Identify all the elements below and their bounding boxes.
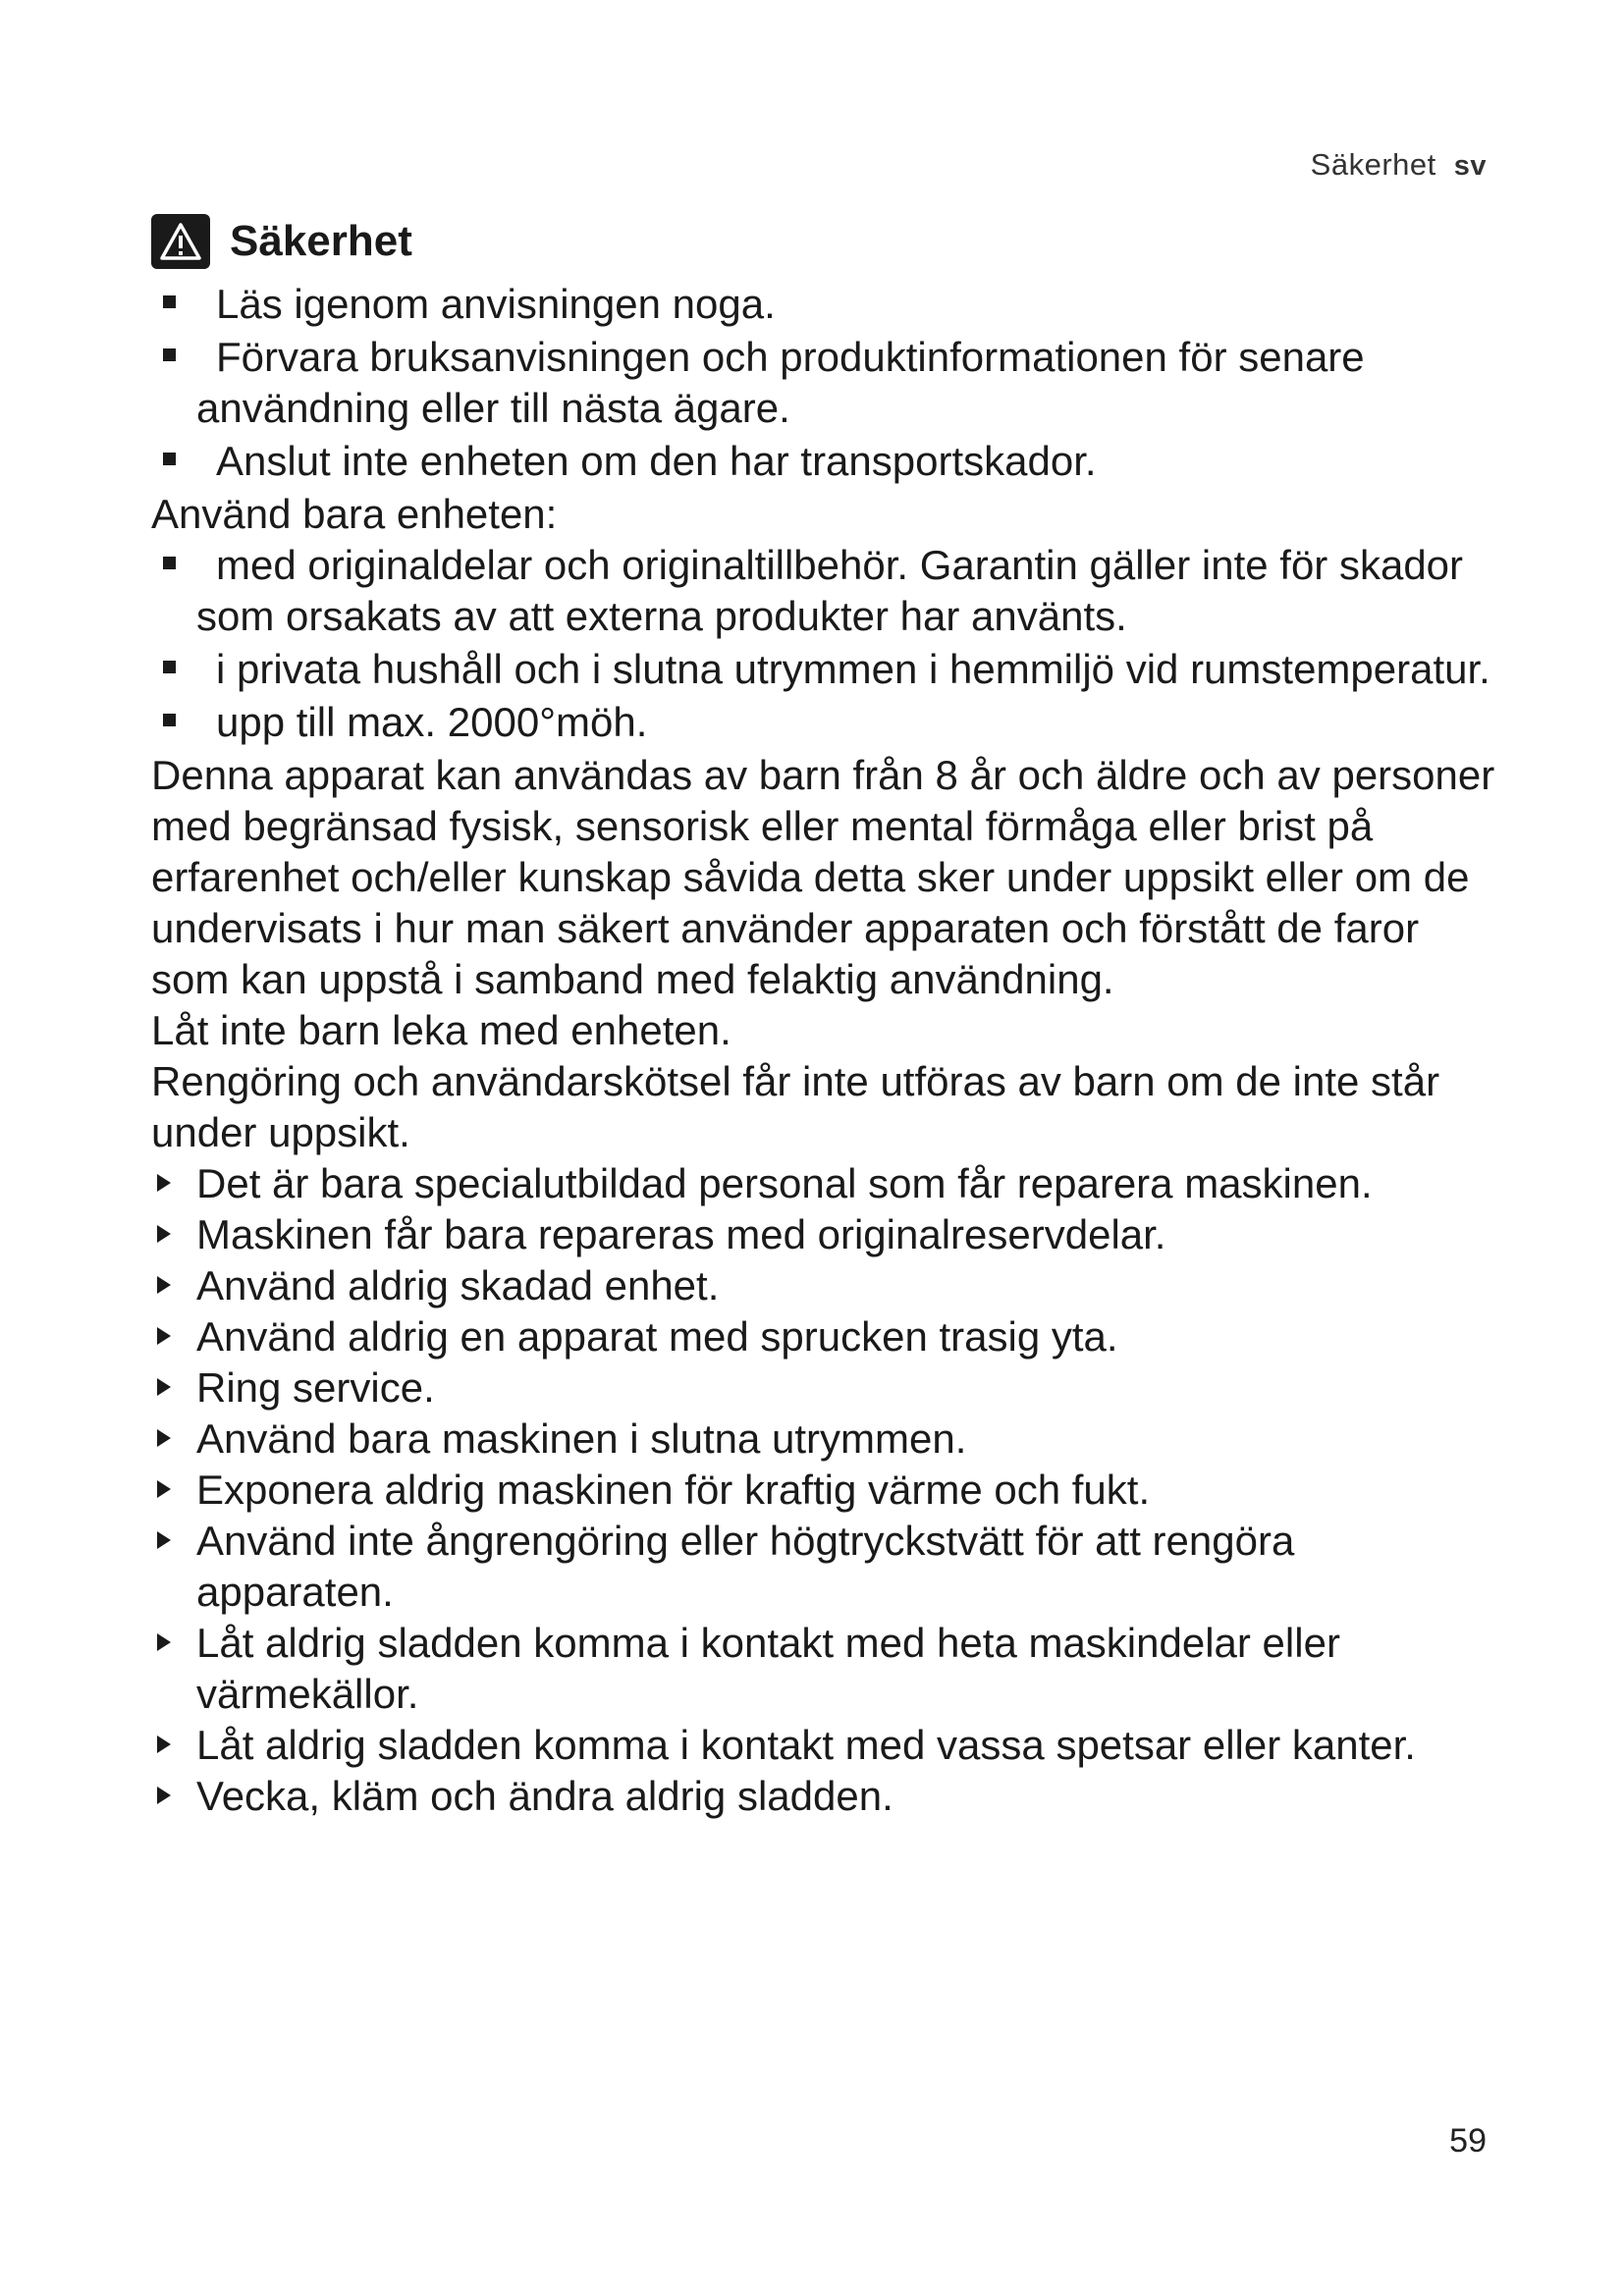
list-item-text: Förvara bruksanvisningen och produktinformationen för senare användning eller till nästa ägare.	[196, 334, 1365, 431]
list-item	[151, 697, 1496, 748]
list-item	[151, 279, 1496, 330]
running-header-section: Säkerhet	[1310, 147, 1436, 182]
instruction-item: Låt aldrig sladden komma i kontakt med heta maskindelar eller värmekällor.	[151, 1618, 1496, 1720]
intro-list	[151, 279, 1496, 487]
list-item-text: Läs igenom anvisningen noga.	[216, 281, 776, 327]
instruction-item: Ring service.	[151, 1362, 1496, 1414]
list-item	[151, 436, 1496, 487]
paragraph-play: Låt inte barn leka med enheten.	[151, 1007, 731, 1053]
instruction-item: Vecka, kläm och ändra aldrig sladden.	[151, 1771, 1496, 1822]
paragraph-children: Denna apparat kan användas av barn från 8 år och äldre och av personer med begränsad fysisk, sensorisk eller mental förmåga eller brist på erfarenhet och/eller kunskap såvida detta sker under uppsikt eller om de undervisats i hur man säkert använder apparaten och förstått de faror som kan uppstå i samband med felaktig användning.	[151, 752, 1495, 1002]
list-item-text: i privata hushåll och i slutna utrymmen i hemmiljö vid rumstemperatur.	[216, 646, 1490, 692]
use-only-list	[151, 540, 1496, 748]
instruction-item: Använd bara maskinen i slutna utrymmen.	[151, 1414, 1496, 1465]
instruction-item: Använd inte ångrengöring eller högtryckstvätt för att rengöra apparaten.	[151, 1516, 1496, 1618]
instruction-item: Maskinen får bara repareras med originalreservdelar.	[151, 1209, 1496, 1260]
list-item-text: upp till max. 2000°möh.	[216, 699, 648, 745]
list-item-text: Anslut inte enheten om den har transportskador.	[216, 438, 1097, 484]
safety-section	[151, 214, 1496, 1822]
instruction-item: Exponera aldrig maskinen för kraftig värme och fukt.	[151, 1465, 1496, 1516]
paragraph-cleaning: Rengöring och användarskötsel får inte utföras av barn om de inte står under uppsikt.	[151, 1058, 1440, 1155]
page-number: 59	[1449, 2122, 1487, 2160]
instruction-list	[151, 1158, 1496, 1822]
running-header	[1311, 147, 1487, 183]
list-item	[151, 644, 1496, 695]
page-title: Säkerhet	[230, 217, 412, 265]
instruction-item: Använd aldrig skadad enhet.	[151, 1260, 1496, 1311]
list-item	[151, 540, 1496, 642]
instruction-item: Använd aldrig en apparat med sprucken trasig yta.	[151, 1311, 1496, 1362]
list-item-text: med originaldelar och originaltillbehör. Garantin gäller inte för skador som orsakats av att externa produkter har använts.	[196, 542, 1464, 639]
instruction-item: Låt aldrig sladden komma i kontakt med vassa spetsar eller kanter.	[151, 1720, 1496, 1771]
warning-triangle-icon	[151, 214, 210, 269]
section-heading	[151, 214, 1496, 269]
list-item	[151, 332, 1496, 434]
running-header-lang: sv	[1453, 150, 1487, 182]
use-only-label: Använd bara enheten:	[151, 491, 558, 537]
instruction-item: Det är bara specialutbildad personal som får reparera maskinen.	[151, 1158, 1496, 1209]
